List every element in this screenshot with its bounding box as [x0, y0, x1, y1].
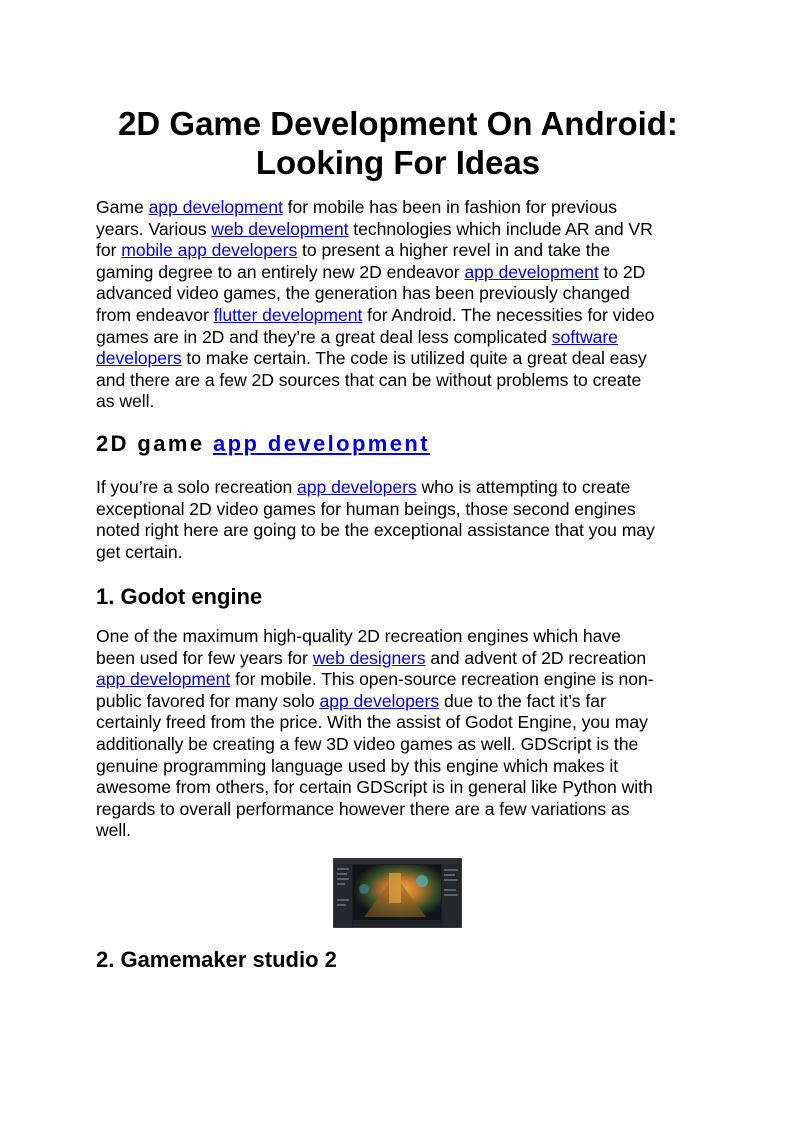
screenshot-image	[334, 859, 461, 927]
text-line: noted right here are going to be the exceptional assistance that you may	[96, 520, 655, 541]
text-line: as well.	[96, 391, 155, 412]
text-run: to 2D	[598, 261, 646, 282]
text-run: for Android. The necessities for video	[362, 304, 655, 325]
text-run: games are in 2D and they’re a great deal less complicated	[96, 326, 552, 347]
text-line: regards to overall performance however there are a few variations as	[96, 798, 630, 819]
text-run: If you’re a solo recreation	[96, 477, 298, 497]
link-app-developers[interactable]: app developers	[319, 690, 440, 711]
text-line: awesome from others, for certain GDScript is in general like Python with	[96, 777, 653, 798]
text-run: 2D game	[96, 431, 214, 456]
text-run: from endeavor	[96, 304, 214, 325]
text-line: and there are a few 2D sources that can be without problems to create	[96, 369, 642, 390]
section-heading	[96, 430, 430, 458]
text-line: get certain.	[96, 541, 183, 562]
text-line: One of the maximum high-quality 2D recreation engines which have	[96, 626, 621, 646]
text-run: for	[96, 240, 122, 261]
link-app-developers[interactable]: app developers	[297, 477, 417, 497]
page-title-line: Looking For Ideas	[255, 144, 541, 181]
text-run: gaming degree to an entirely new 2D endeavor	[96, 261, 465, 282]
text-run: public favored for many solo	[96, 690, 320, 711]
text-line	[96, 305, 704, 327]
text-run: years. Various	[96, 218, 212, 239]
text-line: exceptional 2D video games for human beings, those second engines	[96, 498, 636, 519]
text-run: who is attempting to create	[416, 477, 631, 497]
text-run: technologies which include AR and VR	[348, 218, 653, 239]
text-line: well.	[96, 820, 131, 841]
text-line	[96, 648, 704, 670]
text-run: for mobile. This open-source recreation engine is non-	[230, 669, 654, 690]
text-line	[96, 262, 704, 284]
text-line	[96, 348, 704, 370]
link-software-developers[interactable]: software	[551, 326, 618, 347]
intro-paragraph	[96, 197, 704, 413]
link-flutter-development[interactable]: flutter development	[213, 304, 363, 325]
text-run: due to the fact it’s far	[439, 690, 606, 711]
godot-heading: 1. Godot engine	[96, 584, 263, 609]
text-line	[96, 691, 704, 713]
godot-editor-screenshot	[333, 858, 462, 928]
link-app-development[interactable]: app development	[464, 261, 599, 282]
text-line	[96, 669, 704, 691]
text-run: Game	[96, 197, 149, 217]
link-app-development[interactable]: app development	[96, 669, 231, 690]
page-title-line: 2D Game Development On Android:	[118, 105, 678, 142]
text-line	[96, 477, 704, 499]
text-line	[96, 219, 704, 241]
text-run: to make certain. The code is utilized quite a great deal easy	[181, 348, 647, 369]
link-web-development[interactable]: web development	[211, 218, 349, 239]
text-line	[96, 197, 704, 219]
text-line	[96, 327, 704, 349]
engines-paragraph	[96, 477, 704, 563]
link-mobile-app-developers[interactable]: mobile app developers	[121, 240, 298, 261]
gamemaker-heading: 2. Gamemaker studio 2	[96, 947, 337, 972]
text-line: genuine programming language used by this engine which makes it	[96, 755, 619, 776]
godot-paragraph	[96, 626, 704, 842]
text-run: for mobile has been in fashion for previous	[282, 197, 618, 217]
link-app-development[interactable]: app development	[213, 431, 430, 456]
text-run: to present a higher revel in and take the	[297, 240, 611, 261]
link-app-development[interactable]: app development	[148, 197, 283, 217]
text-line	[96, 240, 704, 262]
text-run: been used for few years for	[96, 647, 313, 668]
text-line: additionally be creating a few 3D video games as well. GDScript is the	[96, 733, 639, 754]
link-web-designers[interactable]: web designers	[312, 647, 426, 668]
link-software-developers[interactable]: developers	[96, 348, 182, 369]
text-line: certainly freed from the price. With the assist of Godot Engine, you may	[96, 712, 648, 733]
text-line: advanced video games, the generation has been previously changed	[96, 283, 630, 304]
text-run: and advent of 2D recreation	[425, 647, 647, 668]
page-title	[96, 104, 700, 182]
